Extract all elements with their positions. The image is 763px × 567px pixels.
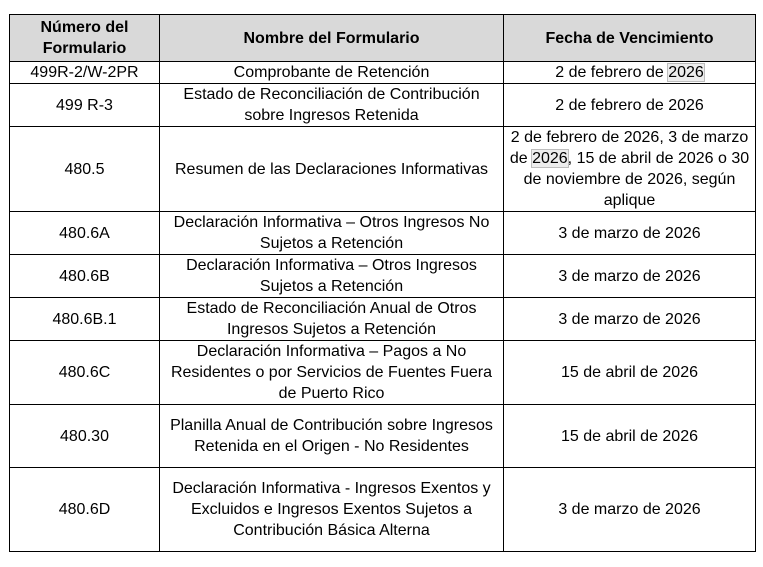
form-number-cell: 480.5 [10, 127, 160, 212]
header-due-date: Fecha de Vencimiento [504, 15, 756, 62]
table-row [10, 62, 756, 84]
form-number-cell: 480.6B.1 [10, 298, 160, 341]
due-date-text: 2 de febrero de 2026, 3 de marzo de [509, 129, 749, 167]
table-row [10, 255, 756, 298]
due-date-text: 3 de marzo de 2026 [558, 310, 701, 328]
table-row [10, 468, 756, 552]
due-date-text: 2 de febrero de [555, 64, 669, 81]
table-header-row [10, 15, 756, 62]
form-name-cell: Estado de Reconciliación de Contribución sobre Ingresos Retenida [160, 84, 504, 127]
form-name-cell: Estado de Reconciliación Anual de Otros Ingresos Sujetos a Retención [160, 298, 504, 341]
due-date-cell [504, 298, 756, 341]
header-form-number: Número del Formulario [10, 15, 160, 62]
due-date-text: 3 de marzo de 2026 [558, 267, 701, 285]
due-date-text: 3 de marzo de 2026 [558, 224, 701, 242]
table-row [10, 405, 756, 468]
form-name-cell: Declaración Informativa - Ingresos Exentos y Excluidos e Ingresos Exentos Sujetos a Contribución Básica Alterna [160, 468, 504, 552]
form-number-cell: 480.30 [10, 405, 160, 468]
highlighted-year: 2026 [532, 150, 568, 167]
form-name-cell: Resumen de las Declaraciones Informativas [160, 127, 504, 212]
form-number-cell: 480.6C [10, 341, 160, 405]
table-row [10, 84, 756, 127]
due-date-cell [504, 255, 756, 298]
due-date-cell [504, 405, 756, 468]
form-number-cell: 499 R-3 [10, 84, 160, 127]
due-date-text: 15 de abril de 2026 [561, 364, 698, 381]
due-date-cell [504, 468, 756, 552]
form-name-cell: Declaración Informativa – Pagos a No Residentes o por Servicios de Fuentes Fuera de Puerto Rico [160, 341, 504, 405]
due-date-cell [504, 212, 756, 255]
due-date-text-tail: , 15 de abril de 2026 o 30 de noviembre de 2026, según aplique [523, 150, 750, 209]
table-row [10, 298, 756, 341]
due-date-text: 15 de abril de 2026 [561, 427, 698, 445]
header-form-name: Nombre del Formulario [160, 15, 504, 62]
form-name-cell: Comprobante de Retención [160, 62, 504, 84]
due-date-cell [504, 84, 756, 127]
due-date-cell [504, 127, 756, 212]
table-row [10, 341, 756, 405]
due-date-cell [504, 341, 756, 405]
form-name-cell: Declaración Informativa – Otros Ingresos Sujetos a Retención [160, 255, 504, 298]
highlighted-year: 2026 [668, 64, 704, 81]
due-date-cell [504, 62, 756, 84]
form-name-cell: Planilla Anual de Contribución sobre Ingresos Retenida en el Origen - No Residentes [160, 405, 504, 468]
form-number-cell: 480.6B [10, 255, 160, 298]
form-number-cell: 480.6A [10, 212, 160, 255]
table-row [10, 127, 756, 212]
due-date-text: 2 de febrero de 2026 [555, 96, 704, 114]
due-date-text: 3 de marzo de 2026 [558, 501, 701, 518]
table-row [10, 212, 756, 255]
forms-table [9, 14, 756, 552]
form-name-cell: Declaración Informativa – Otros Ingresos No Sujetos a Retención [160, 212, 504, 255]
form-number-cell: 499R-2/W-2PR [10, 62, 160, 84]
form-number-cell: 480.6D [10, 468, 160, 552]
